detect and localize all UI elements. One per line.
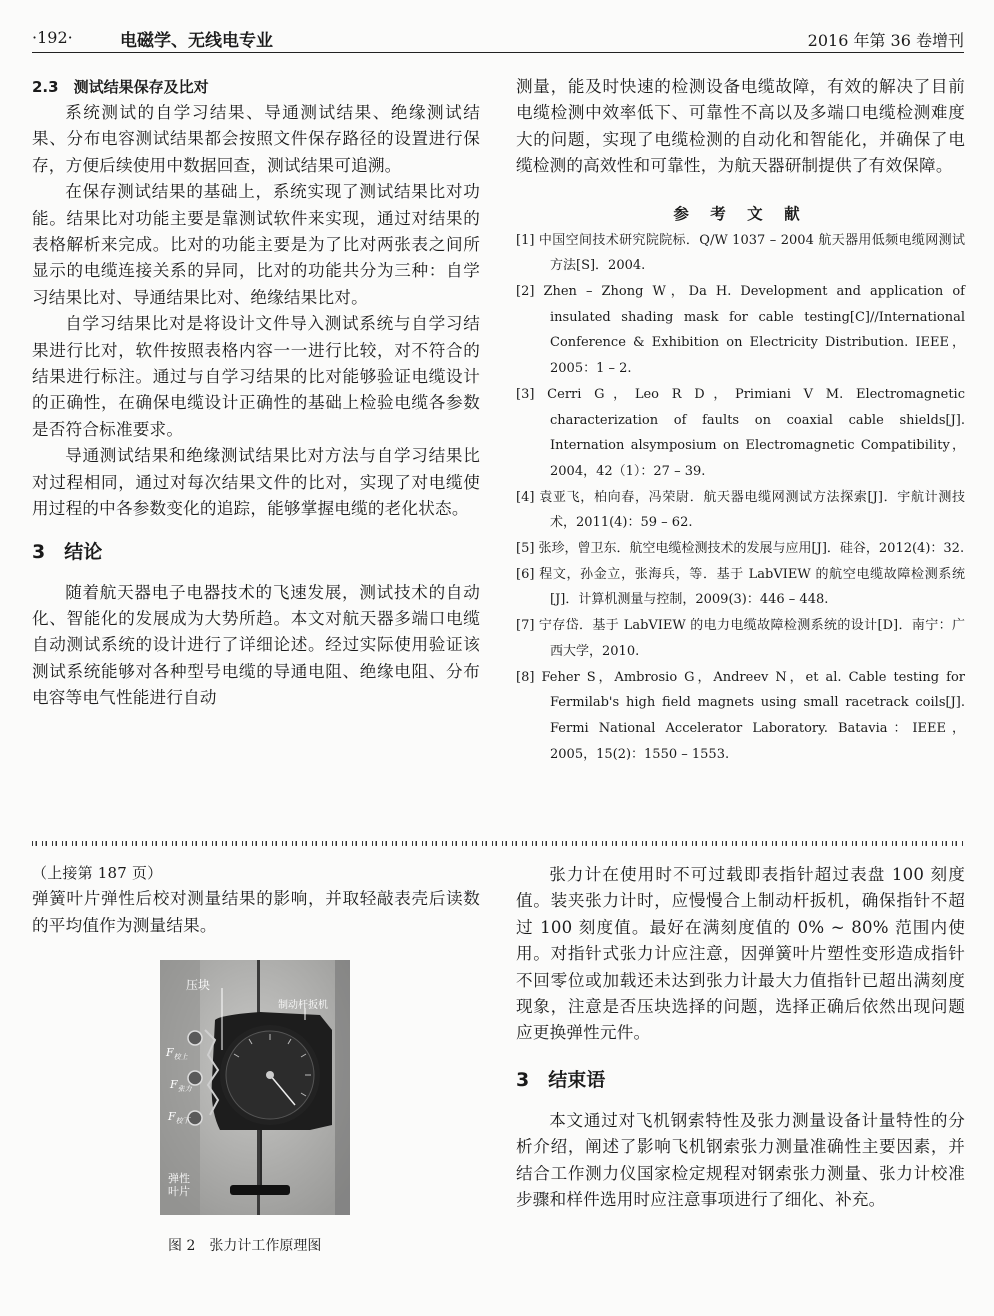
reference-item: [3] Cerri G，Leo R D，Primiani V M. Electromagnetic characterization of faults on coaxial cable shields[J]. Internation alsymposium on Electromagnetic Compatibility，2004，42（1）：27 – 39.: [516, 386, 965, 479]
label-f-tension: $F_{张力}$: [170, 1078, 192, 1094]
paragraph: 弹簧叶片弹性后校对测量结果的影响，并取轻敲表壳后读数的平均值作为测量结果。: [32, 889, 480, 935]
reference-item: [6] 程文，孙金立，张海兵，等．基于 LabVIEW 的航空电缆故障检测系统[J]．计算机测量与控制，2009(3)：446 – 448.: [516, 566, 965, 608]
running-header: [32, 26, 964, 53]
references-title: 参 考 文 献: [673, 204, 808, 223]
journal-section: 电磁学、无线电专业: [120, 31, 273, 51]
reference-item: [1] 中国空间技术研究院院标．Q/W 1037 – 2004 航天器用低频电缆网测试方法[S]．2004.: [516, 232, 965, 274]
label-f-up: $F_{校上}$: [166, 1046, 188, 1062]
label-press-block: 压块: [186, 978, 211, 992]
label-brake-lever: 制动杆扳机: [278, 1000, 328, 1011]
reference-item: [2] Zhen – Zhong W，Da H. Development and application of insulated shading mask for cable testing[C]//International Conference & Exhibition on Electricity Distribution. IEEE，2005：1 – 2.: [516, 284, 965, 377]
label-spring-leaf: 弹性叶片: [168, 1172, 190, 1198]
reference-item: [5] 张珍，曾卫东．航空电缆检测技术的发展与应用[J]．硅谷，2012(4)：32.: [516, 541, 965, 557]
continued-from-note: （上接第 187 页）: [32, 864, 163, 882]
right-column-top: [516, 74, 965, 767]
reference-item: [8] Feher S，Ambrosio G，Andreev N，et al. Cable testing for Fermilab's high field magnets using small racetrack coils[J]. Fermi National Accelerator Laboratory. Batavia：IEEE，2005，15(2)：1550 – 1553.: [516, 669, 965, 762]
paragraph-continuation: 测量，能及时快速的检测设备电缆故障，有效的解决了目前电缆检测中效率低下、可靠性不高以及多端口电缆检测难度大的问题，实现了电缆检测的自动化和智能化，并确保了电缆检测的高效性和可靠性，为航天器研制提供了有效保障。: [516, 77, 965, 176]
paragraph: 系统测试的自学习结果、导通测试结果、绝缘测试结果、分布电容测试结果都会按照文件保存路径的设置进行保存，方便后续使用中数据回查，测试结果可追溯。: [32, 103, 480, 175]
paragraph: 自学习结果比对是将设计文件导入测试系统与自学习结果进行比对，软件按照表格内容一一进行比较，对不符合的结果进行标注。通过与自学习结果的比对能够验证电缆设计的正确性，在确保电缆设计正确性的基础上检验电缆各参数是否符合标准要求。: [32, 314, 480, 439]
left-column-bottom: [32, 860, 480, 939]
issue-label: 2016 年第 36 卷增刊: [807, 31, 964, 50]
left-column-top: [32, 74, 480, 712]
section-heading-conclusion: 3 结论: [32, 540, 103, 563]
paragraph: 本文通过对飞机钢索特性及张力测量设备计量特性的分析介绍，阐述了影响飞机钢索张力测量准确性主要因素，并结合工作测力仪国家检定规程对钢索张力测量、张力计校准步骤和样件选用时应注意事项进行了细化、补充。: [516, 1110, 965, 1210]
section-heading-2-3: 2.3 测试结果保存及比对: [32, 78, 209, 96]
reference-item: [7] 宁存岱．基于 LabVIEW 的电力电缆故障检测系统的设计[D]．南宁：广西大学，2010.: [516, 618, 965, 659]
article-divider: [32, 838, 964, 848]
label-f-down: $F_{校下}$: [168, 1110, 190, 1126]
right-column-bottom: [516, 862, 965, 1213]
section-heading-closing: 3 结束语: [516, 1068, 606, 1091]
figure-tension-meter-photo: [160, 960, 350, 1215]
paragraph: 张力计在使用时不可过载即表指针超过表盘 100 刻度值。装夹张力计时，应慢慢合上制动杆扳机，确保指针不超过 100 刻度值。最好在满刻度值的 0% ~ 80% 范围内使用。对指针式张力计应注意，因弹簧叶片塑性变形造成指针不回零位或加载还未达到张力计最大力值指针已超出满刻度现象，注意是否压块选择的问题，选择正确后依然出现问题应更换弹性元件。: [516, 865, 965, 1043]
paragraph: 导通测试结果和绝缘测试结果比对方法与自学习结果比对过程相同，通过对每次结果文件的比对，实现了对电缆使用过程的中各参数变化的追踪，能够掌握电缆的老化状态。: [32, 446, 480, 519]
page-number: ·192·: [32, 28, 73, 47]
reference-item: [4] 袁亚飞，柏向春，冯荣尉．航天器电缆网测试方法探索[J]．宇航计测技术，2011(4)：59 – 62.: [516, 489, 965, 531]
paragraph: 在保存测试结果的基础上，系统实现了测试结果比对功能。结果比对功能主要是靠测试软件来实现，通过对结果的表格解析来完成。比对的功能主要是为了比对两张表之间所显示的电缆连接关系的异同，比对的功能共分为三种：自学习结果比对、导通结果比对、绝缘结果比对。: [32, 182, 480, 307]
figure-caption: 图 2 张力计工作原理图: [168, 1238, 322, 1254]
paragraph: 随着航天器电子电器技术的飞速发展，测试技术的自动化、智能化的发展成为大势所趋。本文对航天器多端口电缆自动测试系统的设计进行了详细论述。经过实际使用验证该测试系统能够对各种型号电缆的导通电阻、绝缘电阻、分布电容等电气性能进行自动: [32, 582, 480, 708]
